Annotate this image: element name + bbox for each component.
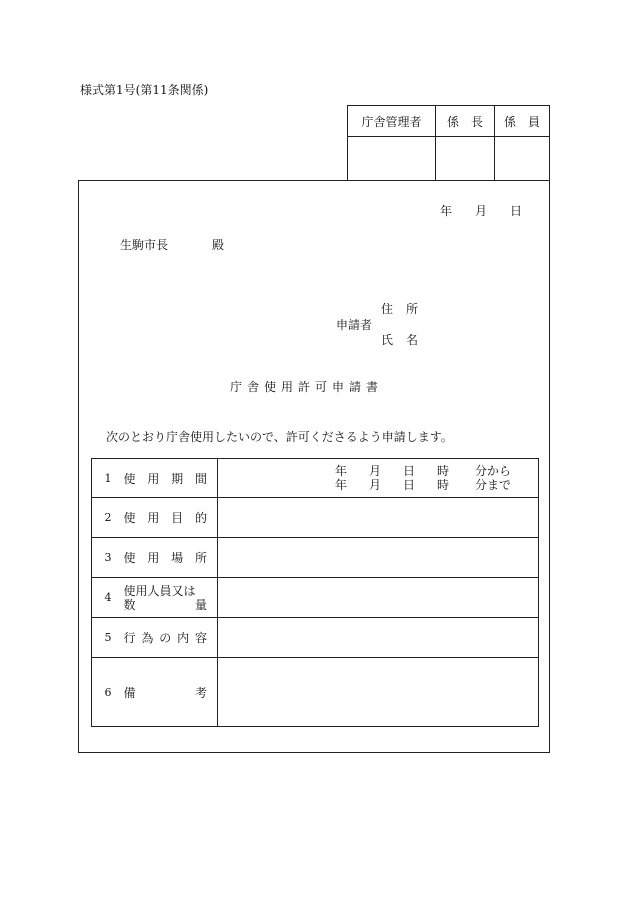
address-label-char: 所 <box>406 302 419 316</box>
row-label-period: 使 用 期 間 <box>118 459 218 498</box>
date-year: 年 <box>440 204 453 218</box>
usage-period-field[interactable] <box>218 459 539 498</box>
approval-stamp-chief[interactable] <box>436 137 495 181</box>
activity-content-field[interactable] <box>218 618 539 658</box>
row-label-personnel: 使用人員又は 数 量 <box>118 578 218 618</box>
table-row <box>92 538 539 578</box>
period-from-line: 年 月 日 時 分から <box>335 464 512 478</box>
row-number: 6 <box>92 658 118 727</box>
row-number: 3 <box>92 538 118 578</box>
date-day: 日 <box>509 204 522 218</box>
addressee-honorific: 殿 <box>212 238 225 252</box>
name-label <box>381 331 418 348</box>
approval-header-staff: 係 員 <box>495 106 550 137</box>
intro-text: 次のとおり庁舎使用したいので、許可くださるよう申請します。 <box>106 430 453 444</box>
table-row <box>92 618 539 658</box>
table-row <box>92 498 539 538</box>
row-number: 5 <box>92 618 118 658</box>
approval-stamp-table <box>347 105 550 181</box>
approval-stamp-manager[interactable] <box>348 137 436 181</box>
row-label-purpose: 使 用 目 的 <box>118 498 218 538</box>
document-title: 庁舎使用許可申請書 <box>230 380 384 394</box>
name-label-char: 名 <box>406 333 419 347</box>
form-number-label: 様式第1号(第11条関係) <box>80 83 209 97</box>
approval-stamp-staff[interactable] <box>495 137 550 181</box>
date-month: 月 <box>474 204 487 218</box>
address-label <box>381 300 418 317</box>
row-number: 2 <box>92 498 118 538</box>
period-to-line: 年 月 日 時 分まで <box>335 478 512 492</box>
row-number: 1 <box>92 459 118 498</box>
remarks-field[interactable] <box>218 658 539 727</box>
row-number: 4 <box>92 578 118 618</box>
application-details-table <box>91 458 539 727</box>
usage-location-field[interactable] <box>218 538 539 578</box>
address-label-char: 住 <box>381 302 394 316</box>
row-label-activity: 行 為 の 内 容 <box>118 618 218 658</box>
applicant-label: 申請者 <box>336 318 373 332</box>
personnel-quantity-field[interactable] <box>218 578 539 618</box>
approval-header-chief: 係 長 <box>436 106 495 137</box>
table-row <box>92 658 539 727</box>
row-label-remarks: 備 考 <box>118 658 218 727</box>
row-label-personnel-line1: 使用人員又は <box>123 583 196 598</box>
row-label-location: 使 用 場 所 <box>118 538 218 578</box>
addressee-name: 生駒市長 <box>120 238 169 252</box>
usage-purpose-field[interactable] <box>218 498 539 538</box>
table-row <box>92 459 539 498</box>
date-line[interactable] <box>440 202 522 219</box>
table-row <box>92 578 539 618</box>
name-label-char: 氏 <box>381 333 394 347</box>
approval-header-manager: 庁舎管理者 <box>348 106 436 137</box>
